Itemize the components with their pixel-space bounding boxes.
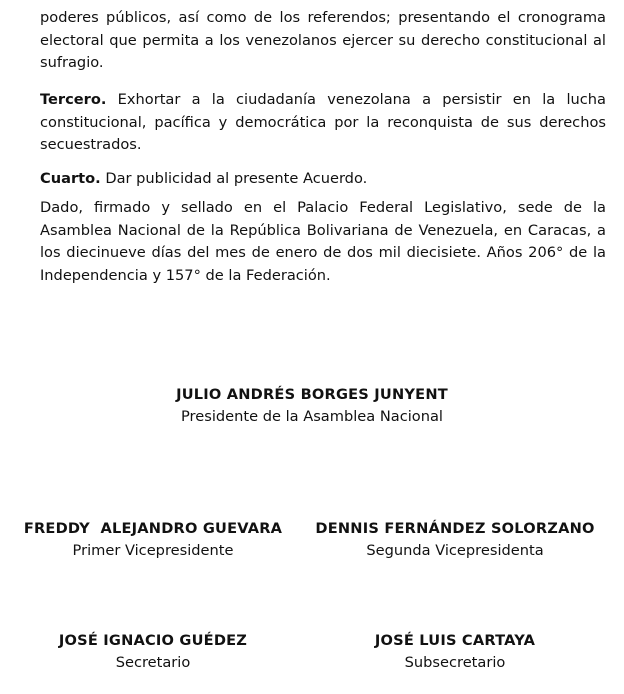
paragraph-tercero-label: Tercero. (40, 91, 107, 108)
paragraph-cuarto-label: Cuarto. (40, 170, 101, 187)
signatory-role: Primer Vicepresidente (72, 542, 234, 559)
paragraph-tercero-text: Exhortar a la ciudadanía venezolana a persistir en la lucha constitucional, pacífica y democrática por la reconquista de sus derechos secuestrados. (40, 91, 606, 153)
signatory-name: FREDDY ALEJANDRO GUEVARA (23, 520, 283, 537)
signatory-name: DENNIS FERNÁNDEZ SOLORZANO (315, 520, 595, 537)
signatory-name: JOSÉ LUIS CARTAYA (374, 632, 536, 649)
paragraph-cuarto (40, 168, 606, 191)
signature-block-subsecretary (310, 630, 600, 674)
paragraph-dado (40, 197, 606, 287)
paragraph-continuation-text: poderes públicos, así como de los referendos; presentando el cronograma electoral que permita a los venezolanos ejercer su derecho constitucional al sufragio. (40, 9, 606, 71)
signatory-name: JOSÉ IGNACIO GUÉDEZ (58, 632, 248, 649)
signatory-role: Secretario (115, 654, 191, 671)
signature-block-secretary (10, 630, 296, 674)
signatory-role: Segunda Vicepresidenta (366, 542, 544, 559)
signatory-role: Subsecretario (404, 654, 506, 671)
paragraph-cuarto-text: Dar publicidad al presente Acuerdo. (100, 170, 368, 187)
paragraph-tercero (40, 89, 606, 157)
signature-block-first-vice-president (10, 518, 296, 562)
signature-block-president (112, 384, 512, 428)
paragraph-continuation (40, 7, 606, 75)
signatory-role: Presidente de la Asamblea Nacional (181, 408, 443, 425)
signatory-name: JULIO ANDRÉS BORGES JUNYENT (176, 386, 448, 403)
signature-block-second-vice-president (310, 518, 600, 562)
paragraph-dado-text: Dado, firmado y sellado en el Palacio Federal Legislativo, sede de la Asamblea Nacional de la República Bolivariana de Venezuela, en Caracas, a los diecinueve días del mes de enero de dos mil diecisiete. Años 206° de la Independencia y 157° de la Federación. (40, 199, 606, 284)
